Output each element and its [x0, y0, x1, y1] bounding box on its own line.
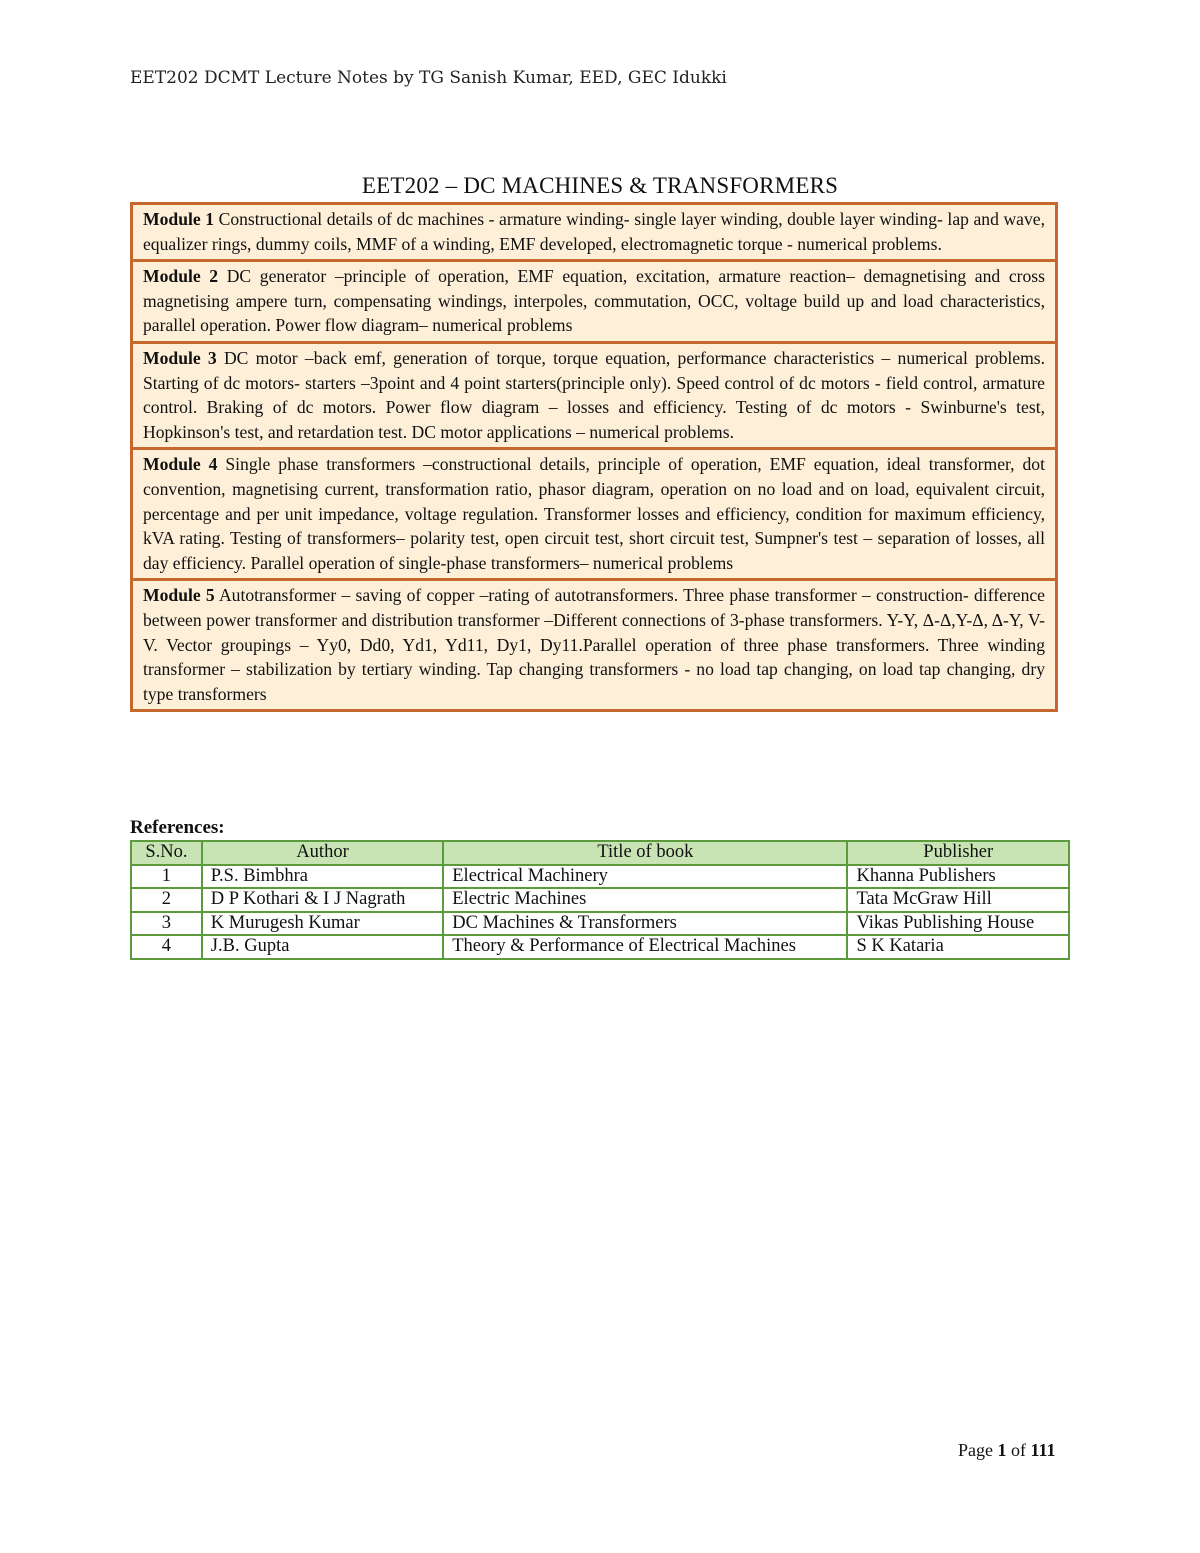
cell-publisher: Khanna Publishers [847, 865, 1069, 889]
module-label: Module 3 [143, 347, 217, 368]
module-row [132, 204, 1057, 261]
cell-sno: 4 [131, 935, 202, 959]
module-description: Constructional details of dc machines - armature winding- single layer winding, double layer winding- lap and wave, equalizer rings, dummy coils, MMF of a winding, EMF developed, electromagnetic torque - numerical problems. [143, 209, 1045, 254]
module-description: Autotransformer – saving of copper –rating of autotransformers. Three phase transformer – construction- difference between power transformer and distribution transformer –Different connections of 3-phase transformers. Y-Y, Δ-Δ,Y-Δ, Δ-Y, V-V. Vector groupings – Yy0, Dd0, Yd1, Yd11, Dy1, Dy11.Parallel operation of three phase transformers. Three winding transformer – stabilization by tertiary winding. Tap changing transformers - no load tap changing, on load tap changing, dry type transformers [143, 585, 1045, 704]
references-heading: References: [130, 817, 225, 838]
header-publisher: Publisher [847, 841, 1069, 865]
cell-title: Electrical Machinery [443, 865, 847, 889]
cell-author: K Murugesh Kumar [202, 912, 443, 936]
table-row [131, 912, 1069, 936]
cell-author: J.B. Gupta [202, 935, 443, 959]
table-row [131, 935, 1069, 959]
current-page: 1 [997, 1440, 1007, 1460]
module-description: DC motor –back emf, generation of torque, torque equation, performance characteristics – numerical problems. Starting of dc motors- starters –3point and 4 point starters(principle only). Speed control of dc motors - field control, armature control. Braking of dc motors. Power flow diagram – losses and efficiency. Testing of dc motors - Swinburne's test, Hopkinson's test, and retardation test. DC motor applications – numerical problems. [143, 347, 1045, 442]
cell-title: Theory & Performance of Electrical Machines [443, 935, 847, 959]
page-number [958, 1440, 1056, 1461]
cell-title: DC Machines & Transformers [443, 912, 847, 936]
table-row [131, 865, 1069, 889]
module-cell [132, 580, 1057, 711]
cell-sno: 2 [131, 888, 202, 912]
module-cell [132, 449, 1057, 580]
table-row [131, 888, 1069, 912]
cell-author: D P Kothari & I J Nagrath [202, 888, 443, 912]
module-cell [132, 204, 1057, 261]
module-label: Module 1 [143, 209, 215, 229]
module-label: Module 2 [143, 266, 219, 287]
table-header-row [131, 841, 1069, 865]
total-pages: 111 [1030, 1440, 1056, 1460]
cell-sno: 3 [131, 912, 202, 936]
cell-sno: 1 [131, 865, 202, 889]
module-row [132, 342, 1057, 448]
cell-publisher: Tata McGraw Hill [847, 888, 1069, 912]
header-title: Title of book [443, 841, 847, 865]
module-cell [132, 342, 1057, 448]
module-row [132, 580, 1057, 711]
module-row [132, 449, 1057, 580]
syllabus-table [130, 202, 1058, 712]
module-label: Module 5 [143, 585, 215, 606]
module-cell [132, 261, 1057, 343]
page-prefix: Page [958, 1440, 998, 1460]
module-row [132, 261, 1057, 343]
cell-publisher: S K Kataria [847, 935, 1069, 959]
module-description: Single phase transformers –constructional details, principle of operation, EMF equation, ideal transformer, dot convention, magnetising current, transformation ratio, phasor diagram, operation on no load and on load, equivalent circuit, percentage and per unit impedance, voltage regulation. Transformer losses and efficiency, condition for maximum efficiency, kVA rating. Testing of transformers– polarity test, open circuit test, short circuit test, Sumpner's test – separation of losses, all day efficiency. Parallel operation of single-phase transformers– numerical problems [143, 454, 1045, 573]
header-author: Author [202, 841, 443, 865]
cell-publisher: Vikas Publishing House [847, 912, 1069, 936]
cell-author: P.S. Bimbhra [202, 865, 443, 889]
module-label: Module 4 [143, 454, 218, 475]
header-sno: S.No. [131, 841, 202, 865]
references-table [130, 840, 1070, 960]
cell-title: Electric Machines [443, 888, 847, 912]
page-of: of [1006, 1440, 1031, 1460]
module-description: DC generator –principle of operation, EMF equation, excitation, armature reaction– demagnetising and cross magnetising ampere turn, compensating windings, interpoles, commutation, OCC, voltage build up and load characteristics, parallel operation. Power flow diagram– numerical problems [143, 266, 1045, 336]
document-title: EET202 – DC MACHINES & TRANSFORMERS [361, 173, 839, 198]
page-header: EET202 DCMT Lecture Notes by TG Sanish Kumar, EED, GEC Idukki [130, 68, 727, 88]
